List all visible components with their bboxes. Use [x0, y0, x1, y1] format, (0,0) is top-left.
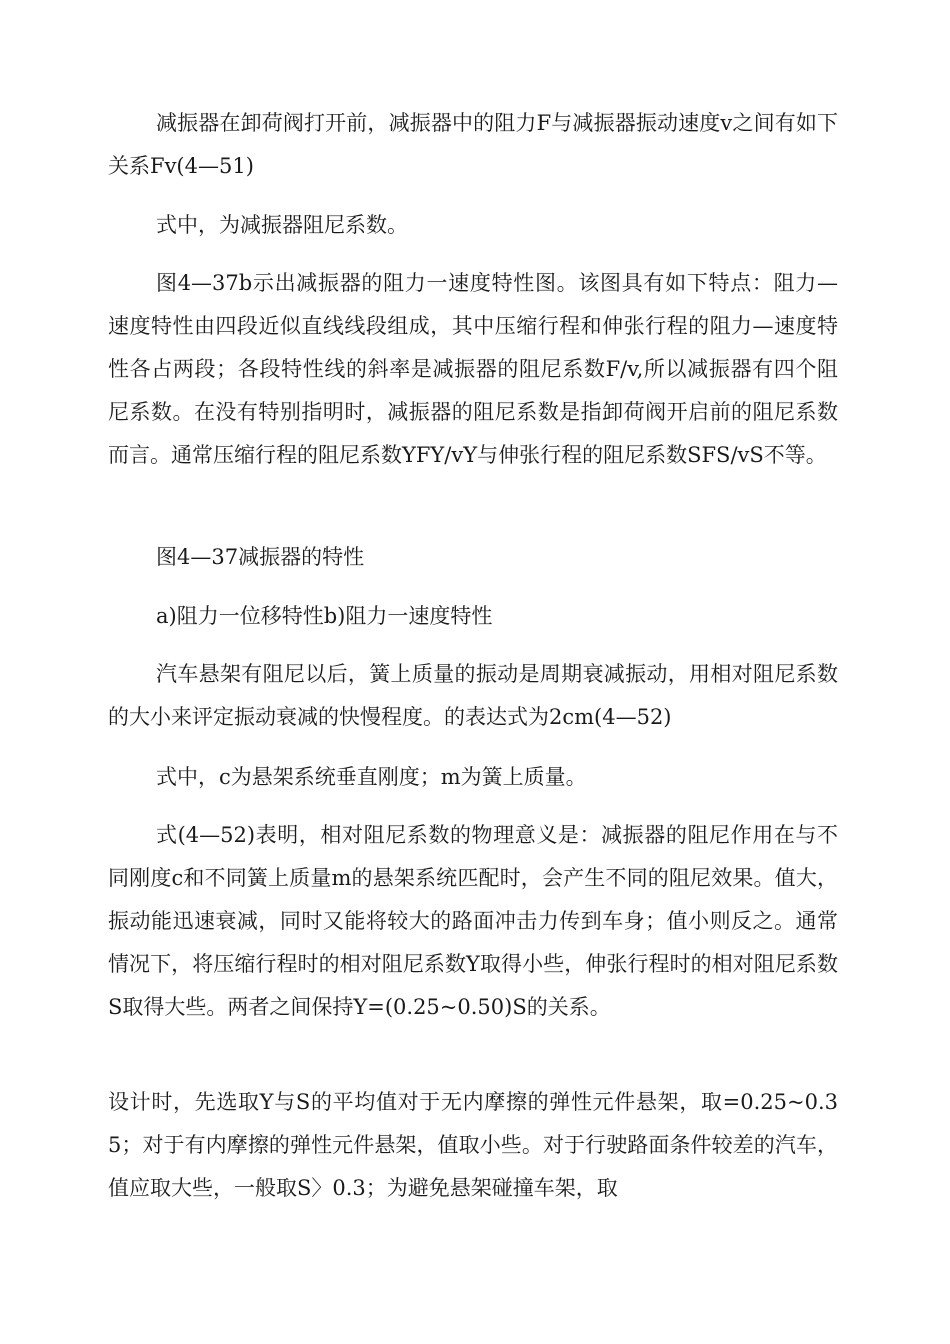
- paragraph-force-velocity-characteristics: 图4—37b示出减振器的阻力一速度特性图。该图具有如下特点：阻力—速度特性由四段近似直线线段组成，其中压缩行程和伸张行程的阻力—速度特性各占两段；各段特性线的斜率是减振器的阻尼系数F/v,所以减振器有四个阻尼系数。在没有特别指明时，减振器的阻尼系数是指卸荷阀开启前的阻尼系数而言。通常压缩行程的阻尼系数YFY/vY与伸张行程的阻尼系数SFS/vS不等。: [108, 271, 838, 467]
- figure-subcaption: a)阻力一位移特性b)阻力一速度特性: [156, 604, 493, 628]
- paragraph-damping-coefficient-definition: 式中，为减振器阻尼系数。: [156, 213, 408, 237]
- paragraph-stiffness-mass-definition: 式中，c为悬架系统垂直刚度；m为簧上质量。: [156, 765, 587, 789]
- paragraph-damper-force-relation: 减振器在卸荷阀打开前，减振器中的阻力F与减振器振动速度v之间有如下关系Fv(4—51): [108, 111, 838, 178]
- paragraph-physical-meaning: 式(4—52)表明，相对阻尼系数的物理意义是：减振器的阻尼作用在与不同刚度c和不同簧上质量m的悬架系统匹配时，会产生不同的阻尼效果。值大，振动能迅速衰减，同时又能将较大的路面冲击力传到车身；值小则反之。通常情况下，将压缩行程时的相对阻尼系数Y取得小些，伸张行程时的相对阻尼系数S取得大些。两者之间保持Y=(0.25~0.50)S的关系。: [108, 823, 838, 1019]
- paragraph-relative-damping: 汽车悬架有阻尼以后，簧上质量的振动是周期衰减振动，用相对阻尼系数的大小来评定振动衰减的快慢程度。的表达式为2cm(4—52): [108, 662, 838, 729]
- figure-caption: 图4—37减振器的特性: [156, 545, 365, 569]
- paragraph-design-selection: 设计时，先选取Y与S的平均值对于无内摩擦的弹性元件悬架，取=0.25~0.35；对于有内摩擦的弹性元件悬架，值取小些。对于行驶路面条件较差的汽车，值应取大些，一般取S〉0.3；为避免悬架碰撞车架，取: [108, 1090, 838, 1200]
